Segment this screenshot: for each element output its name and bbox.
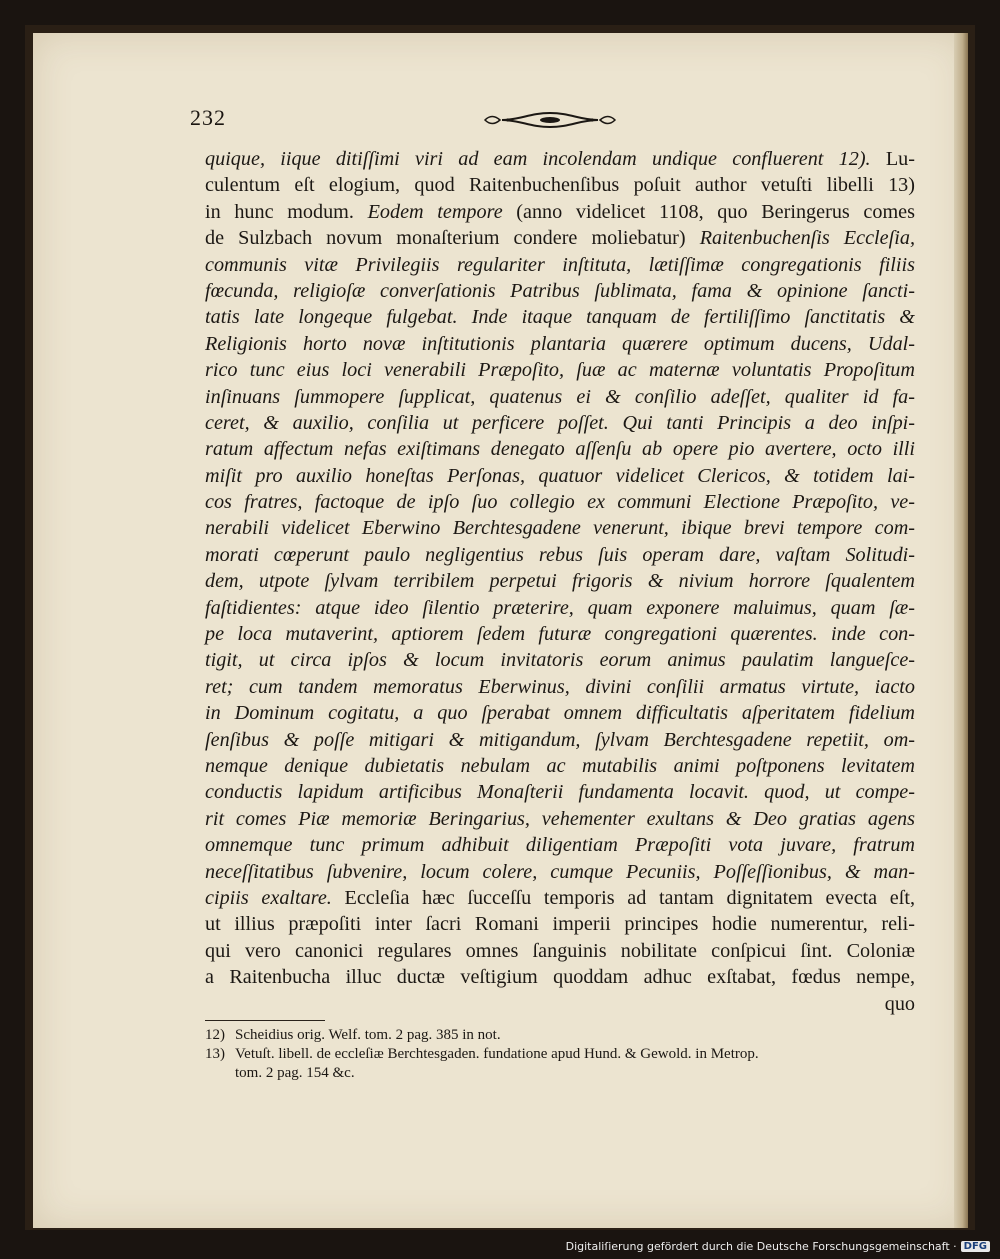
- page-number: 232: [190, 105, 226, 130]
- italic-text: ret; cum tandem memoratus Eberwinus, divini conſilii armatus virtute, iacto: [205, 675, 915, 698]
- text-line: [205, 542, 915, 568]
- roman-text: (anno videlicet 1108, quo Beringerus comes: [502, 200, 915, 223]
- text-line: [205, 515, 915, 541]
- roman-text: culentum eſt elogium, quod Raitenbuchenſibus poſuit author vetuſti libelli 13): [205, 174, 915, 197]
- text-line: [205, 647, 915, 673]
- text-line: [205, 278, 915, 304]
- roman-text: Lu-: [870, 148, 915, 170]
- italic-text: tatis late longeque fulgebat. Inde itaque tanquam de fertiliſſimo ſanctitatis &: [205, 306, 915, 329]
- italic-text: nerabili videlicet Eberwino Berchtesgadene venerunt, ibique brevi tempore com-: [205, 517, 915, 540]
- footnote-text: Vetuſt. libell. de eccleſiæ Berchtesgaden. fundatione apud Hund. & Gewold. in Metrop.: [235, 1046, 759, 1062]
- text-line: [205, 753, 915, 779]
- text-line: [205, 489, 915, 515]
- footnote-mark: 13): [205, 1046, 225, 1062]
- italic-text: quique, iique ditiſſimi viri ad eam incolendam undique confluerent 12).: [205, 148, 871, 170]
- italic-text: tigit, ut circa ipſos & locum invitatoris eorum animus paulatim langueſce-: [205, 649, 915, 672]
- text-line: [205, 991, 915, 1017]
- roman-text: a Raitenbucha illuc ductæ veſtigium quoddam adhuc exſtabat, fœdus nempe,: [205, 966, 915, 989]
- roman-text: de Sulzbach novum monaſterium condere moliebatur): [205, 227, 700, 250]
- text-line: [205, 832, 915, 858]
- italic-text: Eodem tempore: [367, 200, 503, 223]
- dfg-logo[interactable]: DFG: [961, 1241, 990, 1252]
- text-line: [205, 199, 915, 225]
- text-line: [205, 700, 915, 726]
- footnote: [205, 1064, 925, 1083]
- footnote-rule: [205, 1020, 325, 1021]
- italic-text: ceret, & auxilio, conſilia ut perficere poſſet. Qui tanti Principis a deo inſpi-: [205, 411, 915, 434]
- header-ornament: [480, 111, 620, 129]
- main-text: [205, 146, 915, 1017]
- italic-text: inſinuans ſummopere ſupplicat, quatenus ei & conſilio adeſſet, qualiter id fa-: [205, 385, 915, 408]
- footnotes: [205, 1026, 925, 1083]
- italic-text: rit comes Piæ memoriæ Beringarius, vehementer exultans & Deo gratias agens: [205, 807, 915, 830]
- italic-text: omnemque tunc primum adhibuit diligentiam Præpoſiti vota juvare, fratrum: [205, 834, 915, 857]
- italic-text: dem, utpote ſylvam terribilem perpetui frigoris & nivium horrore ſqualentem: [205, 570, 915, 593]
- italic-text: neceſſitatibus ſubvenire, locum colere, cumque Pecuniis, Poſſeſſionibus, & man-: [205, 860, 915, 883]
- text-line: [205, 146, 915, 172]
- text-line: [205, 331, 915, 357]
- text-line: [205, 806, 915, 832]
- page-edge: [954, 33, 968, 1228]
- italic-text: faſtidientes: atque ideo ſilentio præterire, quam exponere maluimus, quam ſæ-: [205, 596, 915, 619]
- text-line: [205, 727, 915, 753]
- footer-credit: [566, 1240, 990, 1253]
- footer-text: Digitaliſierung gefördert durch die Deutsche Forschungsgemeinschaft ·: [565, 1240, 957, 1253]
- roman-text: in hunc modum.: [205, 200, 368, 223]
- text-line: [205, 304, 915, 330]
- italic-text: in Dominum cogitatu, a quo ſperabat omnem difficultatis aſperitatem fidelium: [205, 702, 915, 725]
- footnote-text: tom. 2 pag. 154 &c.: [235, 1065, 355, 1081]
- roman-text: Eccleſia hæc ſucceſſu temporis ad tantam dignitatem evecta eſt,: [331, 886, 915, 909]
- italic-text: conductis lapidum artificibus Monaſterii fundamenta locavit. quod, ut compe-: [205, 781, 915, 804]
- text-line: [205, 595, 915, 621]
- italic-text: communis vitæ Privilegiis regulariter inſtituta, lætiſſimæ congregationis filiis: [205, 253, 915, 276]
- text-line: [205, 885, 915, 911]
- italic-text: fœcunda, religioſæ converſationis Patribus ſublimata, fama & opinione ſancti-: [205, 279, 915, 302]
- roman-text: quo: [884, 992, 915, 1015]
- text-line: [205, 384, 915, 410]
- roman-text: ut illius præpoſiti inter ſacri Romani imperii principes hodie numerentur, reli-: [205, 913, 915, 936]
- roman-text: qui vero canonici regulares omnes ſanguinis nobilitate conſpicui ſint. Coloniæ: [205, 939, 915, 962]
- text-line: [205, 252, 915, 278]
- text-line: [205, 938, 915, 964]
- italic-text: rico tunc eius loci venerabili Præpoſito, ſuæ ac maternæ voluntatis Propoſitum: [205, 359, 915, 382]
- text-line: [205, 225, 915, 251]
- italic-text: miſit pro auxilio honeſtas Perſonas, quatuor videlicet Clericos, & totidem lai-: [205, 464, 915, 487]
- text-line: [205, 410, 915, 436]
- italic-text: Religionis horto novæ inſtitutionis plantaria quærere optimum ducens, Udal-: [205, 332, 915, 355]
- footnote-text: Scheidius orig. Welf. tom. 2 pag. 385 in not.: [235, 1027, 501, 1043]
- italic-text: ſenſibus & poſſe mitigari & mitigandum, ſylvam Berchtesgadene repetiit, om-: [205, 728, 915, 751]
- page-header: [190, 105, 940, 133]
- italic-text: cos fratres, factoque de ipſo ſuo collegio ex communi Electione Præpoſito, ve-: [205, 491, 915, 514]
- text-line: [205, 357, 915, 383]
- footnote-mark: 12): [205, 1027, 225, 1043]
- text-line: [205, 859, 915, 885]
- text-line: [205, 621, 915, 647]
- text-line: [205, 436, 915, 462]
- text-line: [205, 172, 915, 198]
- italic-text: ratum affectum nefas exiſtimans denegato aſſenſu ab opere pio avertere, octo illi: [205, 438, 915, 461]
- italic-text: Raitenbuchenſis Eccleſia,: [699, 227, 915, 250]
- footnote: [205, 1026, 925, 1045]
- text-line: [205, 674, 915, 700]
- italic-text: morati cœperunt paulo negligentius rebus ſuis operam dare, vaſtam Solitudi-: [205, 543, 915, 566]
- footnote: [205, 1045, 925, 1064]
- text-line: [205, 964, 915, 990]
- text-line: [205, 911, 915, 937]
- italic-text: nemque denique dubietatis nebulam ac mutabilis animi poſtponens levitatem: [205, 754, 915, 777]
- text-line: [205, 568, 915, 594]
- italic-text: pe loca mutaverint, aptiorem ſedem futuræ congregationi quærentes. inde con-: [205, 623, 915, 646]
- text-line: [205, 779, 915, 805]
- italic-text: cipiis exaltare.: [205, 886, 332, 909]
- text-line: [205, 463, 915, 489]
